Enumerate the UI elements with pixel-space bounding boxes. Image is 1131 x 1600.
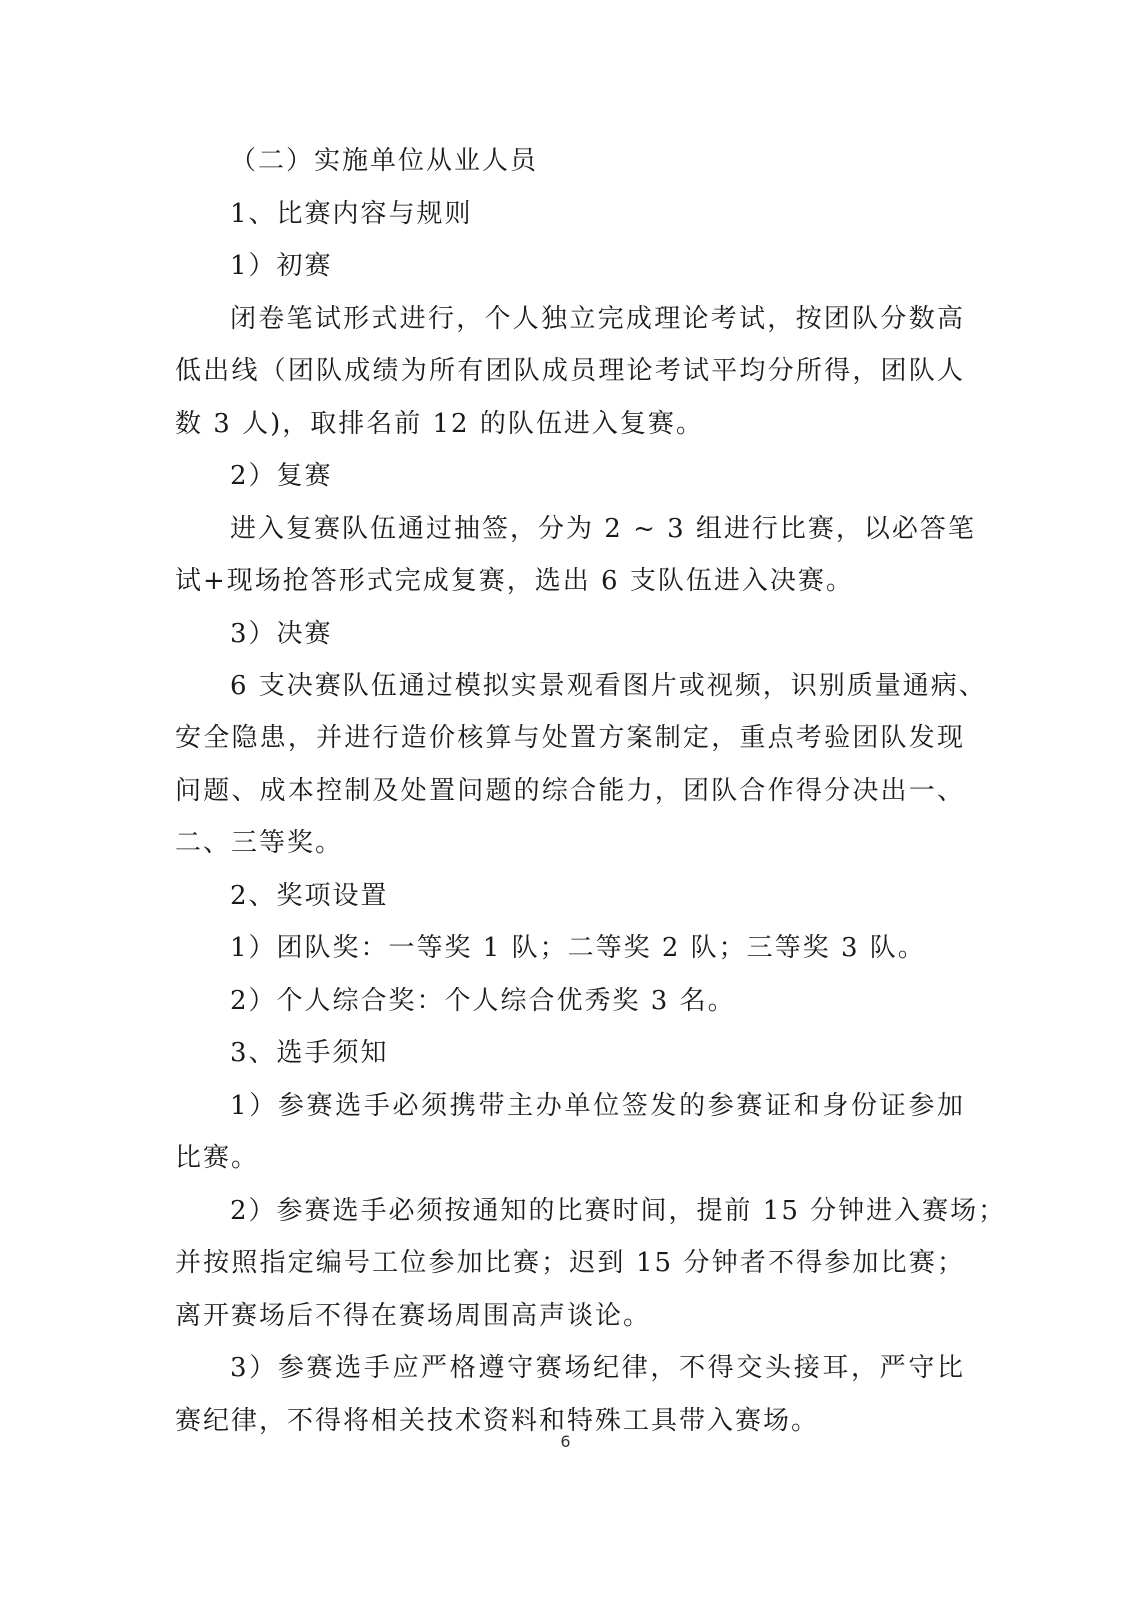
- paragraph-line: 2）参赛选手必须按通知的比赛时间，提前 15 分钟进入赛场；: [230, 1196, 1007, 1226]
- subsection-heading: 2、奖项设置: [230, 881, 389, 911]
- paragraph-line: 离开赛场后不得在赛场周围高声谈论。: [175, 1301, 652, 1331]
- item-heading: 3）决赛: [230, 619, 333, 649]
- paragraph-line: 赛纪律，不得将相关技术资料和特殊工具带入赛场。: [175, 1406, 820, 1436]
- paragraph-line: 低出线（团队成绩为所有团队成员理论考试平均分所得，团队人: [175, 356, 965, 386]
- subsection-heading: 3、选手须知: [230, 1038, 389, 1068]
- paragraph-line: 问题、成本控制及处置问题的综合能力，团队合作得分决出一、: [175, 776, 965, 806]
- item-heading: 2）复赛: [230, 461, 333, 491]
- paragraph-line: 6 支决赛队伍通过模拟实景观看图片或视频，识别质量通病、: [230, 671, 987, 701]
- page-number: 6: [560, 1432, 571, 1451]
- paragraph-line: 闭卷笔试形式进行，个人独立完成理论考试，按团队分数高: [230, 304, 965, 334]
- paragraph-line: 比赛。: [175, 1143, 260, 1173]
- paragraph-line: 1）参赛选手必须携带主办单位签发的参赛证和身份证参加: [230, 1091, 965, 1121]
- paragraph-line: 并按照指定编号工位参加比赛；迟到 15 分钟者不得参加比赛；: [175, 1248, 965, 1278]
- paragraph-line: 1）团队奖：一等奖 1 队；二等奖 2 队；三等奖 3 队。: [230, 933, 926, 963]
- section-heading: （二）实施单位从业人员: [230, 146, 539, 176]
- paragraph-line: 安全隐患，并进行造价核算与处置方案制定，重点考验团队发现: [175, 723, 965, 753]
- paragraph-line: 2）个人综合奖：个人综合优秀奖 3 名。: [230, 986, 736, 1016]
- paragraph-line: 试+现场抢答形式完成复赛，选出 6 支队伍进入决赛。: [175, 566, 854, 596]
- paragraph-line: 进入复赛队伍通过抽签，分为 2 ~ 3 组进行比赛，以必答笔: [230, 514, 976, 544]
- subsection-heading: 1、比赛内容与规则: [230, 199, 473, 229]
- paragraph-line: 二、三等奖。: [175, 828, 344, 858]
- paragraph-line: 3）参赛选手应严格遵守赛场纪律，不得交头接耳，严守比: [230, 1353, 965, 1383]
- paragraph-line: 数 3 人)，取排名前 12 的队伍进入复赛。: [175, 409, 704, 439]
- item-heading: 1）初赛: [230, 251, 333, 281]
